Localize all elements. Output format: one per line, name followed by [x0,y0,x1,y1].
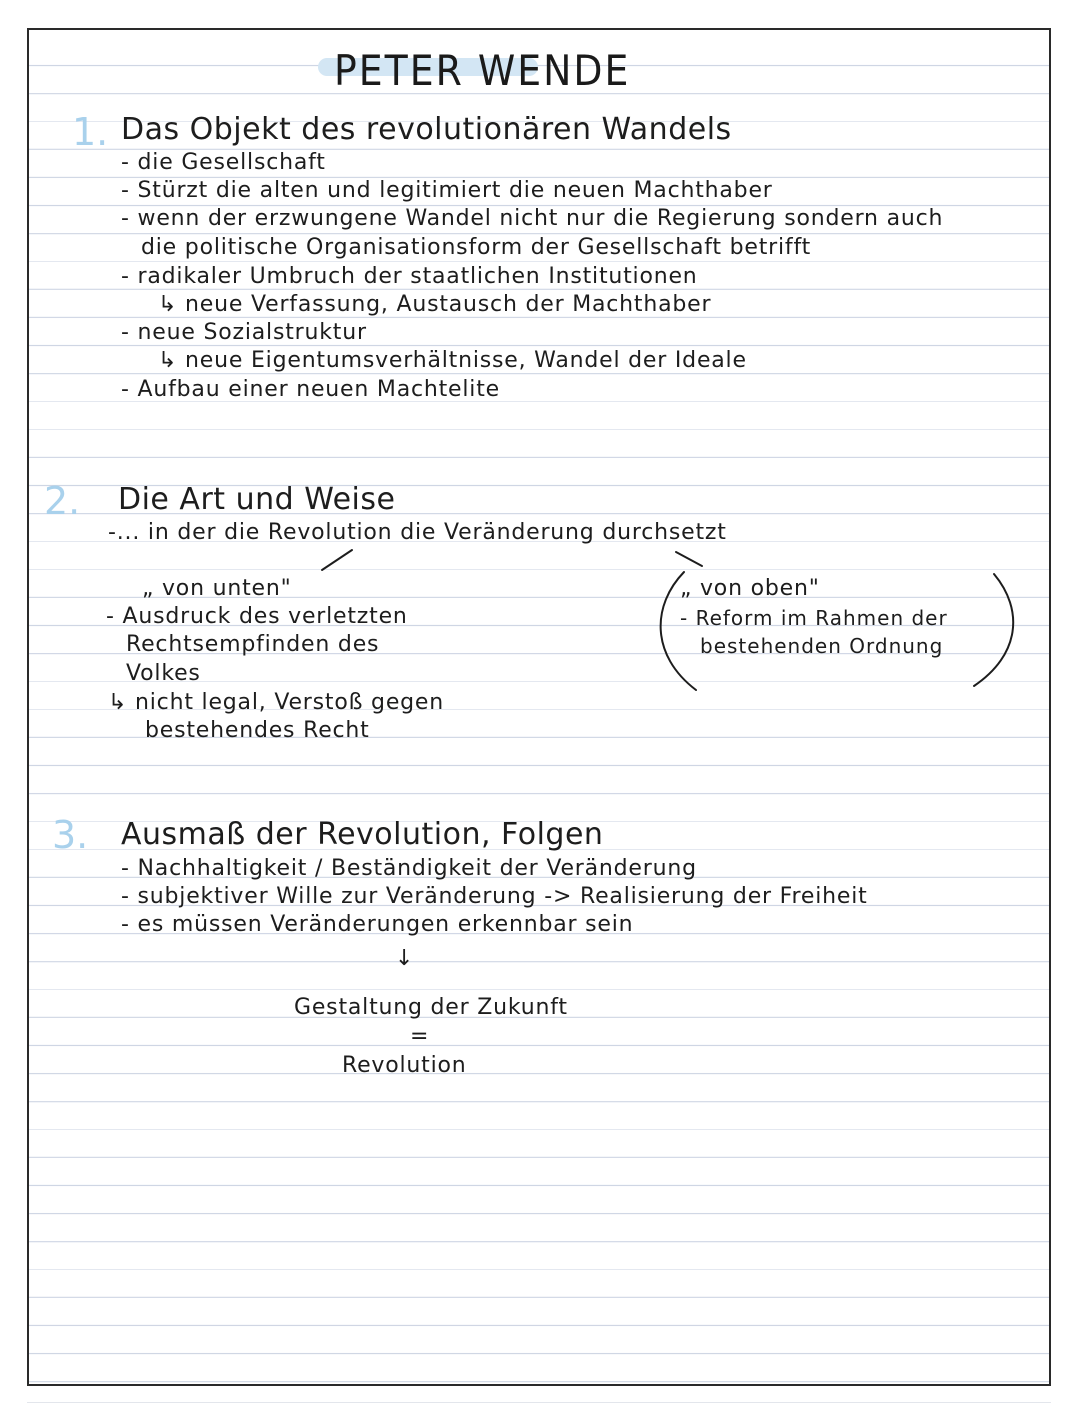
section-1-number: 1. [72,110,109,154]
right-branch-label: „ von oben" [680,576,820,601]
left-branch-line: ↳ nicht legal, Verstoß gegen [108,690,444,715]
left-parenthesis [661,572,696,690]
section-1-subline: ↳ neue Eigentumsverhältnisse, Wandel der Ideale [158,348,747,373]
result-equals: = [410,1024,430,1049]
section-1-subline: ↳ neue Verfassung, Austausch der Machthaber [158,292,712,317]
section-3-number: 3. [52,813,89,857]
right-parenthesis [974,574,1013,686]
down-arrow-icon: ↓ [395,946,415,971]
section-3-heading: Ausmaß der Revolution, Folgen [121,817,604,852]
section-1-line: die politische Organisationsform der Gesellschaft betrifft [141,235,812,260]
left-branch-line: Volkes [126,661,201,686]
page-title: PETER WENDE [334,46,631,95]
left-branch-line: - Ausdruck des verletzten [106,604,408,629]
result-value: Revolution [342,1053,467,1078]
section-3-line: - Nachhaltigkeit / Beständigkeit der Veränderung [121,856,697,881]
left-branch-line: bestehendes Recht [145,718,370,743]
section-1-line: - die Gesellschaft [121,150,326,175]
section-1-line: - radikaler Umbruch der staatlichen Institutionen [121,264,698,289]
result-label: Gestaltung der Zukunft [294,995,568,1020]
section-3-line: - subjektiver Wille zur Veränderung -> Realisierung der Freiheit [121,884,868,909]
section-2-intro: -... in der die Revolution die Veränderung durchsetzt [108,520,727,545]
branch-line-right [676,552,702,566]
section-2-number: 2. [44,479,81,523]
section-1-heading: Das Objekt des revolutionären Wandels [121,112,732,147]
right-branch-line: bestehenden Ordnung [700,634,944,658]
section-2-heading: Die Art und Weise [118,482,396,517]
section-1-line: - Aufbau einer neuen Machtelite [121,377,500,402]
right-branch-line: - Reform im Rahmen der [680,606,948,630]
section-1-line: - wenn der erzwungene Wandel nicht nur die Regierung sondern auch [121,206,944,231]
left-branch-label: „ von unten" [142,576,292,601]
section-1-line: - neue Sozialstruktur [121,320,367,345]
section-1-line: - Stürzt die alten und legitimiert die neuen Machthaber [121,178,773,203]
section-3-line: - es müssen Veränderungen erkennbar sein [121,912,634,937]
left-branch-line: Rechtsempfinden des [126,632,380,657]
branch-line-left [322,550,352,570]
